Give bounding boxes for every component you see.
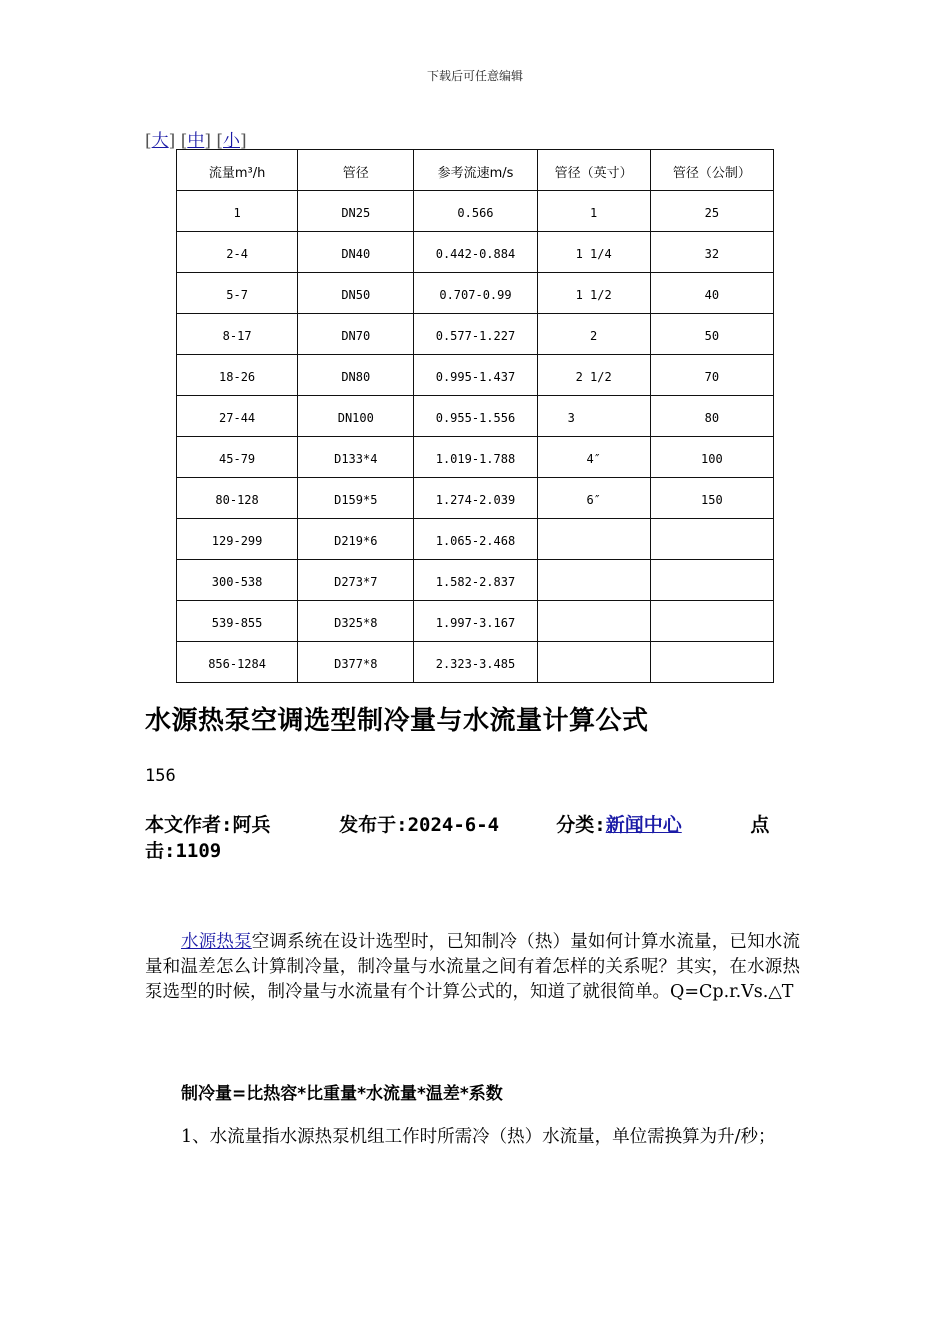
table-cell: D325*8: [298, 601, 414, 642]
table-row: [177, 437, 774, 478]
table-row: [177, 601, 774, 642]
table-cell: [650, 519, 773, 560]
formula-heading: 制冷量=比热容*比重量*水流量*温差*系数: [181, 1084, 503, 1104]
table-row: [177, 232, 774, 273]
author-label: 本文作者:: [145, 814, 233, 836]
view-count: 156: [145, 766, 176, 786]
date-label: 发布于:: [339, 814, 408, 836]
table-cell: 856-1284: [177, 642, 298, 683]
publish-date: 2024-6-4: [407, 814, 500, 836]
table-row: [177, 355, 774, 396]
table-cell: 45-79: [177, 437, 298, 478]
table-cell: 2-4: [177, 232, 298, 273]
table-cell: 2: [537, 314, 650, 355]
clicks-label-part1: 点: [750, 814, 770, 836]
table-cell: 1: [177, 191, 298, 232]
table-cell: DN50: [298, 273, 414, 314]
table-cell: 150: [650, 478, 773, 519]
header-velocity: 参考流速m/s: [414, 150, 537, 191]
table-cell: D159*5: [298, 478, 414, 519]
table-cell: D219*6: [298, 519, 414, 560]
table-cell: D273*7: [298, 560, 414, 601]
pipe-size-table: [176, 149, 774, 683]
table-cell: DN25: [298, 191, 414, 232]
table-cell: 32: [650, 232, 773, 273]
header-diameter-metric: 管径（公制）: [650, 150, 773, 191]
table-cell: 539-855: [177, 601, 298, 642]
font-size-large-link[interactable]: 大: [151, 131, 169, 151]
table-cell: 0.707-0.99: [414, 273, 537, 314]
table-cell: DN100: [298, 396, 414, 437]
font-size-switcher: [大] [中] [小]: [145, 131, 247, 151]
water-source-heat-pump-link[interactable]: 水源热泵: [181, 932, 252, 952]
table-cell: 3: [537, 396, 650, 437]
table-cell: D377*8: [298, 642, 414, 683]
table-cell: [537, 519, 650, 560]
header-diameter-inch: 管径（英寸）: [537, 150, 650, 191]
table-cell: DN40: [298, 232, 414, 273]
article-meta: [145, 812, 770, 864]
table-row: [177, 396, 774, 437]
font-size-small-link[interactable]: 小: [223, 131, 241, 151]
clicks-label-part2: 击:: [145, 840, 176, 862]
table-cell: 1 1/2: [537, 273, 650, 314]
table-row: [177, 519, 774, 560]
table-cell: 0.577-1.227: [414, 314, 537, 355]
category-label: 分类:: [556, 814, 606, 836]
table-cell: 40: [650, 273, 773, 314]
intro-paragraph: [145, 930, 800, 1005]
table-cell: DN80: [298, 355, 414, 396]
table-cell: 4″: [537, 437, 650, 478]
point-1-paragraph: 1、水流量指水源热泵机组工作时所需冷（热）水流量，单位需换算为升/秒；: [181, 1127, 776, 1147]
table-cell: 1.019-1.788: [414, 437, 537, 478]
font-size-medium-link[interactable]: 中: [187, 131, 205, 151]
header-pipe-diameter: 管径: [298, 150, 414, 191]
table-row: [177, 314, 774, 355]
table-cell: 18-26: [177, 355, 298, 396]
table-cell: 80: [650, 396, 773, 437]
header-flow: 流量m³/h: [177, 150, 298, 191]
table-cell: 1.065-2.468: [414, 519, 537, 560]
table-cell: 50: [650, 314, 773, 355]
table-cell: [537, 642, 650, 683]
table-cell: 100: [650, 437, 773, 478]
table-cell: DN70: [298, 314, 414, 355]
table-cell: 1.997-3.167: [414, 601, 537, 642]
table-row: [177, 478, 774, 519]
table-header-row: [177, 150, 774, 191]
article-title: 水源热泵空调选型制冷量与水流量计算公式: [145, 706, 649, 736]
table-cell: 0.955-1.556: [414, 396, 537, 437]
table-cell: 0.442-0.884: [414, 232, 537, 273]
table-cell: [650, 601, 773, 642]
table-cell: 1.582-2.837: [414, 560, 537, 601]
table-cell: 1 1/4: [537, 232, 650, 273]
table-cell: D133*4: [298, 437, 414, 478]
table-cell: [650, 642, 773, 683]
download-note: 下载后可任意编辑: [426, 69, 523, 83]
table-cell: 0.566: [414, 191, 537, 232]
table-cell: 25: [650, 191, 773, 232]
table-cell: 8-17: [177, 314, 298, 355]
table-cell: 2 1/2: [537, 355, 650, 396]
table-row: [177, 642, 774, 683]
table-row: [177, 191, 774, 232]
table-cell: 129-299: [177, 519, 298, 560]
intro-text: 空调系统在设计选型时，已知制冷（热）量如何计算水流量，已知水流量和温差怎么计算制冷量，制冷量与水流量之间有着怎样的关系呢？其实，在水源热泵选型的时候，制冷量与水流量有个计算公式的，知道了就很简单。Q=Cp.r.Vs.△T: [145, 932, 800, 1002]
table-cell: 0.995-1.437: [414, 355, 537, 396]
table-cell: [537, 601, 650, 642]
table-cell: [537, 560, 650, 601]
table-cell: 1: [537, 191, 650, 232]
table-cell: 27-44: [177, 396, 298, 437]
table-row: [177, 560, 774, 601]
author-name: 阿兵: [232, 814, 271, 836]
table-cell: 80-128: [177, 478, 298, 519]
table-cell: 2.323-3.485: [414, 642, 537, 683]
click-count: 1109: [175, 840, 222, 862]
table-cell: 6″: [537, 478, 650, 519]
table-cell: 5-7: [177, 273, 298, 314]
table-cell: 1.274-2.039: [414, 478, 537, 519]
table-cell: [650, 560, 773, 601]
table-cell: 300-538: [177, 560, 298, 601]
table-cell: 70: [650, 355, 773, 396]
table-row: [177, 273, 774, 314]
category-link[interactable]: 新闻中心: [605, 814, 682, 836]
